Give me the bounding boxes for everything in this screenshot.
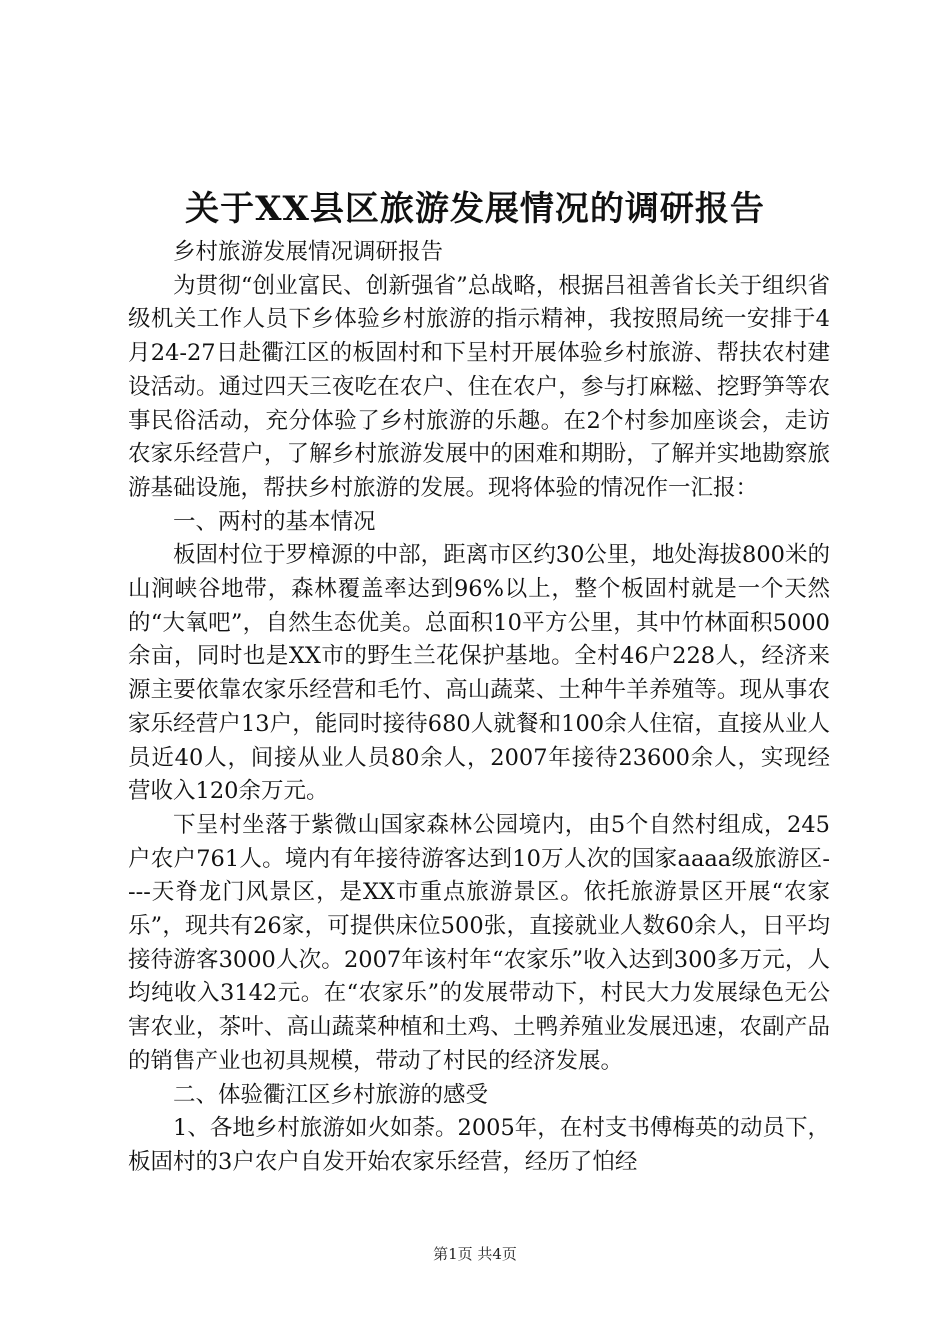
- paragraph-subtitle: 乡村旅游发展情况调研报告: [173, 239, 444, 265]
- page-number-footer: 第1页 共4页: [433, 1245, 517, 1263]
- document-title: 关于XX县区旅游发展情况的调研报告: [185, 189, 765, 229]
- document-body: [128, 236, 830, 1180]
- paragraph-intro: 为贯彻“创业富民、创新强省”总战略，根据吕祖善省长关于组织省级机关工作人员下乡体验乡村旅游的指示精神，我按照局统一安排于4月24-27日赴衢江区的板固村和下呈村开展体验乡村旅游、帮扶农村建设活动。通过四天三夜吃在农户、住在农户，参与打麻糍、挖野笋等农事民俗活动，充分体验了乡村旅游的乐趣。在2个村参加座谈会，走访农家乐经营户，了解乡村旅游发展中的困难和期盼，了解并实地勘察旅游基础设施，帮扶乡村旅游的发展。现将体验的情况作一汇报：: [128, 272, 830, 501]
- paragraph-xiacheng-village: 下呈村坐落于紫微山国家森林公园境内，由5个自然村组成，245户农户761人。境内有年接待游客达到10万人次的国家aaaa级旅游区----天脊龙门风景区，是XX市重点旅游景区。依托旅游景区开展“农家乐”，现共有26家，可提供床位500张，直接就业人数60余人，日平均接待游客3000人次。2007年该村年“农家乐”收入达到300多万元，人均纯收入3142元。在“农家乐”的发展带动下，村民大力发展绿色无公害农业，茶叶、高山蔬菜种植和土鸡、土鸭养殖业发展迅速，农副产品的销售产业也初具规模，带动了村民的经济发展。: [128, 811, 830, 1074]
- paragraph-bangu-village: 板固村位于罗樟源的中部，距离市区约30公里，地处海拔800米的山涧峡谷地带，森林覆盖率达到96%以上，整个板固村就是一个天然的“大氧吧”，自然生态优美。总面积10平方公里，其中竹林面积5000余亩，同时也是XX市的野生兰花保护基地。全村46户228人，经济来源主要依靠农家乐经营和毛竹、高山蔬菜、土种牛羊养殖等。现从事农家乐经营户13户，能同时接待680人就餐和100余人住宿，直接从业人员近40人，间接从业人员80余人，2007年接待23600余人，实现经营收入120余万元。: [128, 542, 830, 805]
- paragraph-point-1: 1、各地乡村旅游如火如荼。2005年，在村支书傅梅英的动员下，板固村的3户农户自发开始农家乐经营，经历了怕经: [128, 1115, 830, 1175]
- section-heading-2: 二、体验衢江区乡村旅游的感受: [173, 1081, 489, 1108]
- section-heading-1: 一、两村的基本情况: [173, 508, 376, 535]
